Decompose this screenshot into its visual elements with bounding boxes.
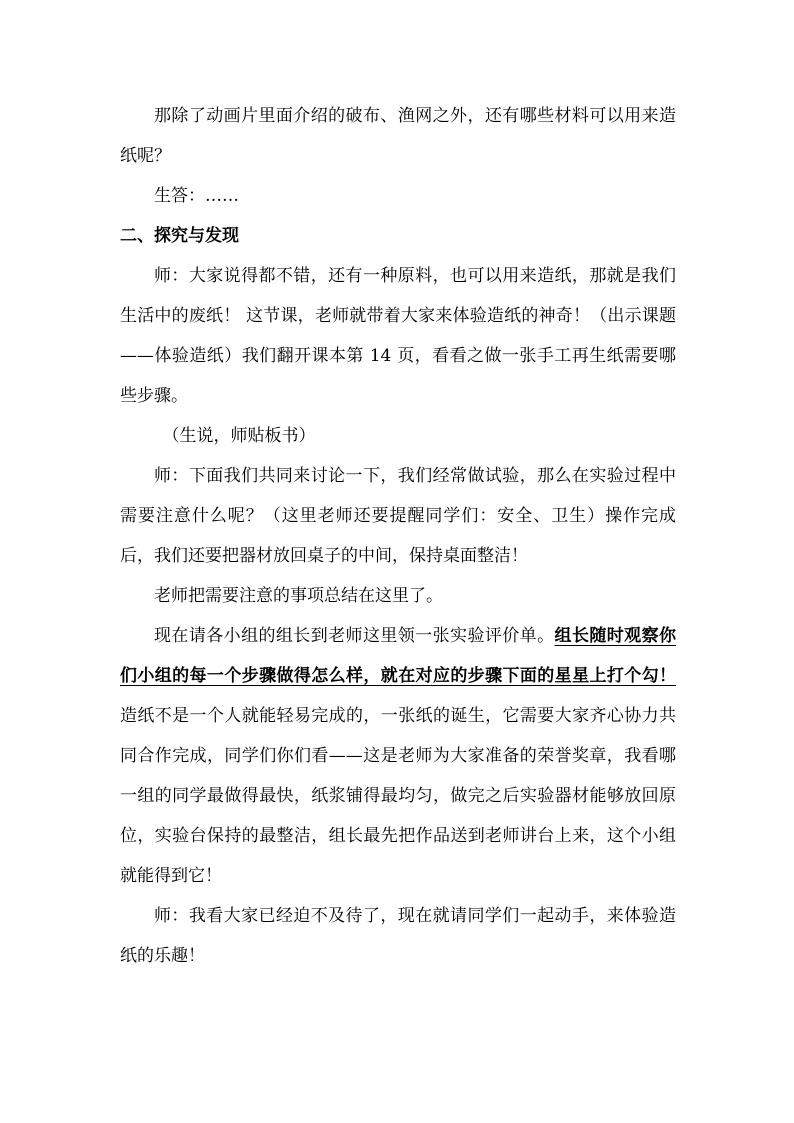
paragraph-question: 那除了动画片里面介绍的破布、渔网之外，还有哪些材料可以用来造纸呢？ [120,106,676,166]
paragraph-evaluation-instructions [120,616,676,896]
evaluation-emphasis-text: 组长随时观察你们小组的每一个步骤做得怎么样，就在对应的步骤下面的星星上打个勾！ [120,626,677,686]
paragraph-teacher-intro: 师：大家说得都不错，还有一种原料，也可以用来造纸，那就是我们生活中的废纸！ 这节课，老师就带着大家来体验造纸的神奇！（出示课题——体验造纸）我们翻开课本第 14 页，看看之做一张手工再生纸需要哪些步骤。 [120,266,676,406]
evaluation-rest-text: 造纸不是一个人就能轻易完成的，一张纸的诞生，它需要大家齐心协力共同合作完成，同学们你们看——这是老师为大家准备的荣誉奖章，我看哪一组的同学最做得最快，纸浆铺得最均匀，做完之后实验器材能够放回原位，实验台保持的最整洁，组长最先把作品送到老师讲台上来，这个小组就能得到它！ [120,706,676,886]
paragraph-teacher-discussion: 师：下面我们共同来讨论一下，我们经常做试验，那么在实验过程中需要注意什么呢？（这里老师还要提醒同学们：安全、卫生）操作完成后，我们还要把器材放回桌子的中间，保持桌面整洁！ [120,466,676,566]
paragraph-summary-note: 老师把需要注意的事项总结在这里了。 [154,586,443,606]
evaluation-plain-text: 现在请各小组的组长到老师这里领一张实验评价单。 [154,626,555,646]
paragraph-student-says: （生说，师贴板书） [162,426,316,446]
section-heading: 二、探究与发现 [120,226,239,246]
document-body [120,96,676,976]
paragraph-teacher-closing: 师：我看大家已经迫不及待了，现在就请同学们一起动手，来体验造纸的乐趣！ [120,906,676,966]
paragraph-student-answer: 生答：…… [154,186,239,206]
